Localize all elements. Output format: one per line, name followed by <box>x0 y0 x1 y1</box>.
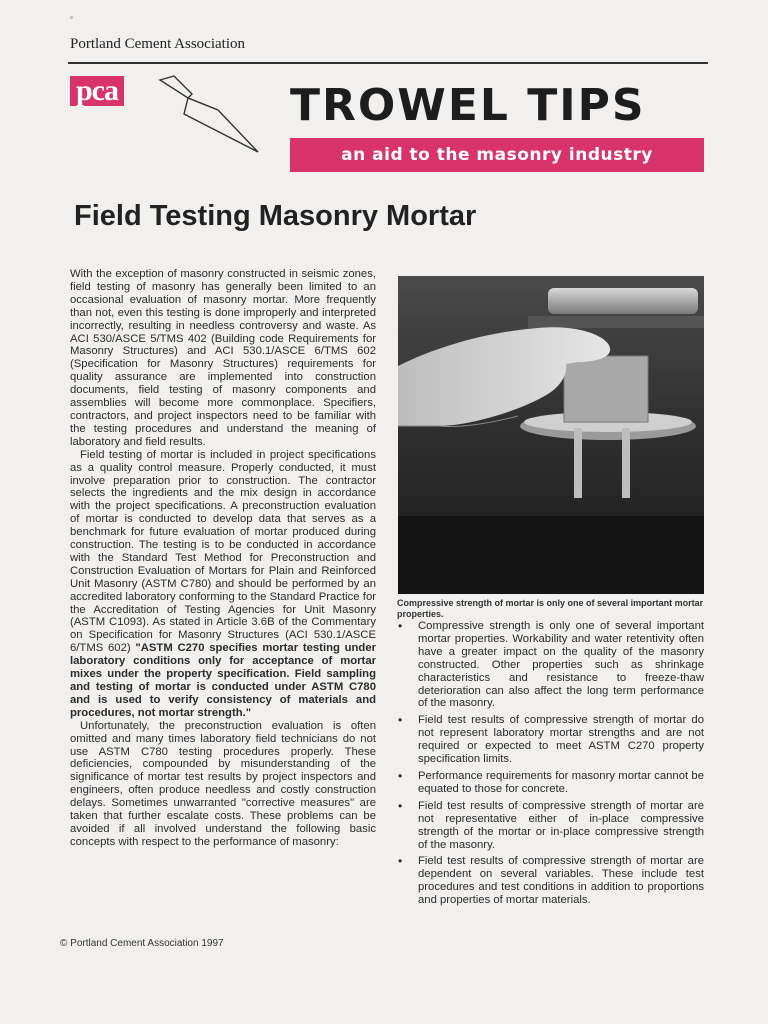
list-item <box>396 800 704 852</box>
list-item-text: Field test results of compressive strength of mortar do not represent laboratory mortar strengths and are not required or expected to meet ASTM C270 property specification limits. <box>418 714 704 766</box>
association-name: Portland Cement Association <box>70 36 245 52</box>
bullet-icon: • <box>398 620 403 633</box>
list-item <box>396 855 704 907</box>
list-item <box>396 714 704 766</box>
astm-quote: "ASTM C270 specifies mortar testing under laboratory conditions only for acceptance of mortar mixes under the property specification. Field sampling and testing of mortar is conducted under ASTM C780 and is used to verify consistency of materials and procedures, not mortar strength." <box>70 642 376 719</box>
photo-caption: Compressive strength of mortar is only one of several important mortar properties. <box>397 598 704 619</box>
bullet-icon: • <box>398 768 403 783</box>
copyright-footer: © Portland Cement Association 1997 <box>60 938 224 949</box>
list-item-text: Performance requirements for masonry mortar cannot be equated to those for concrete. <box>418 769 704 795</box>
masthead-tagline: an aid to the masonry industry <box>290 138 704 172</box>
header-rule <box>68 62 708 64</box>
list-item <box>396 770 704 796</box>
bullet-icon: • <box>398 713 403 728</box>
masthead-title: TROWEL TIPS <box>290 80 646 131</box>
paragraph-field-testing <box>70 449 376 720</box>
article-title: Field Testing Masonry Mortar <box>74 200 477 232</box>
pca-logo: pca <box>70 76 124 106</box>
scan-speck <box>70 16 73 19</box>
paragraph-intro: With the exception of masonry constructed in seismic zones, field testing of masonry has generally been limited to an occasional evaluation of masonry mortar. More frequently than not, even this testing is done improperly and interpreted incorrectly, resulting in needless controversy and waste. As ACI 530/ASCE 5/TMS 402 (Building code Requirements for Masonry Structures) and ACI 530.1/ASCE 6/TMS 602 (Specification for Masonry Structures) requirements for quality assurance are implemented into construction documents, field testing of masonry components and assemblies will become more commonplace. Specifiers, contractors, and project inspectors need to be familiar with the testing procedures and understand the meaning of laboratory and field results. <box>70 268 376 448</box>
paragraph-unfortunately: Unfortunately, the preconstruction evaluation is often omitted and many times laboratory field technicians do not use ASTM C780 testing procedures properly. These deficiencies, compounded by misunderstanding of the significance of mortar test results by project inspectors and engineers, often produce needless and costly construction delays. Sometimes unwarranted "corrective measures" are taken that further escalate costs. These problems can be avoided if all involved understand the following basic concepts with respect to the performance of masonry: <box>70 719 376 848</box>
list-item-text: Field test results of compressive strength of mortar are not representative either of in-place compressive strength of the mortar or in-place compressive strength of the masonry. <box>418 799 704 851</box>
concepts-list <box>396 620 704 916</box>
list-item <box>396 620 704 710</box>
left-column-text <box>70 268 376 908</box>
list-item-text: Compressive strength is only one of several important mortar properties. Workability and water retentivity often have a greater impact on the quality of the masonry constructed. Other properties such as shrinkage characteristics and resistance to freeze-thaw deterioration can also affect the long term performance of the masonry. <box>418 620 704 710</box>
mortar-cube-photo <box>398 276 704 594</box>
list-item-text: Field test results of compressive strength of mortar are dependent on several variables. These include test procedures and test conditions in addition to proportions and properties of mortar materials. <box>418 855 704 907</box>
bullet-icon: • <box>398 854 403 869</box>
bullet-icon: • <box>398 798 403 813</box>
trowel-icon <box>158 74 268 154</box>
paragraph-field-testing-text: Field testing of mortar is included in project specifications as a quality control measure. Properly conducted, it must involve preparation prior to construction. The contractor selects the ingredients and the mix design in accordance with the project specifications. A preconstruction evaluation of mortar is conducted to develop data that serves as a benchmark for future evaluation of mortar produced during construction. The testing is to be conducted in accordance with the Standard Test Method for Preconstruction and Construction Evaluation of Mortars for Plain and Reinforced Unit Masonry (ASTM C780) and should be performed by an accredited laboratory conforming to the Standard Practice for the Accreditation of Testing Agencies for Unit Masonry (ASTM C1093). As stated in Article 3.6B of the Commentary on Specification for Masonry Structures (ACI 530.1/ASCE 6/TMS 602) <box>70 448 376 655</box>
